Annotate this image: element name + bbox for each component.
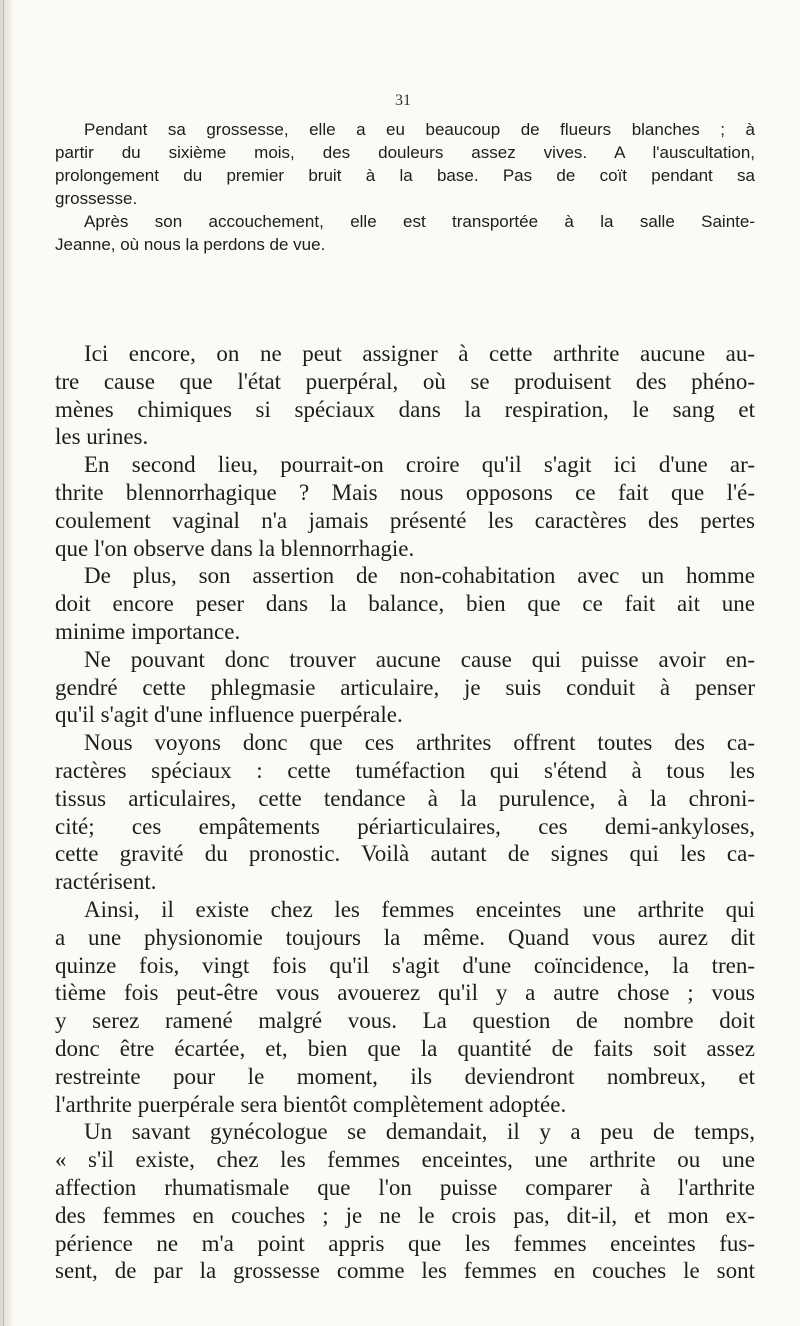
text-line: affection rhumatismale que l'on puisse comparer à l'arthrite	[55, 1174, 755, 1200]
text-line: mènes chimiques si spéciaux dans la respiration, le sang et	[55, 396, 755, 422]
text-line: qu'il s'agit d'une influence puerpérale.	[55, 702, 403, 728]
text-line: tissus articulaires, cette tendance à la purulence, à la chroni-	[55, 785, 755, 811]
text-line: De plus, son assertion de non-cohabitation avec un homme	[84, 563, 755, 589]
text-line: sent, de par la grossesse comme les femmes en couches le sont	[55, 1258, 755, 1284]
text-line: Pendant sa grossesse, elle a eu beaucoup de flueurs blanches ; à	[84, 120, 755, 139]
text-line: y serez ramené malgré vous. La question de nombre doit	[55, 1008, 755, 1034]
text-line: cité; ces empâtements périarticulaires, ces demi-ankyloses,	[55, 813, 755, 839]
text-line: que l'on observe dans la blennorrhagie.	[55, 535, 415, 561]
text-line: Après son accouchement, elle est transportée à la salle Sainte-	[84, 212, 755, 231]
text-line: Jeanne, où nous la perdons de vue.	[55, 235, 326, 254]
text-line: périence ne m'a point appris que les femmes enceintes fus-	[55, 1230, 755, 1256]
text-line: Ainsi, il existe chez les femmes enceintes une arthrite qui	[84, 896, 755, 922]
text-line: thrite blennorrhagique ? Mais nous opposons ce fait que l'é-	[55, 479, 755, 505]
text-line: Ici encore, on ne peut assigner à cette arthrite aucune au-	[84, 341, 755, 366]
text-line: prolongement du premier bruit à la base. Pas de coït pendant sa	[55, 166, 755, 185]
text-line: a une physionomie toujours la même. Quand vous aurez dit	[55, 924, 755, 950]
text-line: partir du sixième mois, des douleurs assez vives. A l'auscultation,	[55, 143, 755, 162]
text-line: gendré cette phlegmasie articulaire, je suis conduit à penser	[55, 674, 755, 700]
text-line: restreinte pour le moment, ils deviendront nombreux, et	[55, 1063, 755, 1089]
case-report-block	[55, 118, 755, 256]
text-line: coulement vaginal n'a jamais présenté les caractères des pertes	[55, 507, 755, 533]
discussion-block	[55, 340, 755, 1285]
text-line: ractérisent.	[55, 869, 157, 895]
text-line: En second lieu, pourrait-on croire qu'il s'agit ici d'une ar-	[84, 452, 755, 478]
text-line: doit encore peser dans la balance, bien que ce fait ait une	[55, 591, 755, 617]
text-line: des femmes en couches ; je ne le crois pas, dit-il, et mon ex-	[55, 1202, 755, 1228]
text-line: ractères spéciaux : cette tuméfaction qui s'étend à tous les	[55, 757, 755, 783]
text-line: minime importance.	[55, 618, 241, 644]
text-line: Un savant gynécologue se demandait, il y a peu de temps,	[84, 1119, 755, 1145]
text-line: quinze fois, vingt fois qu'il s'agit d'une coïncidence, la tren-	[55, 952, 755, 978]
text-line: donc être écartée, et, bien que la quantité de faits soit assez	[55, 1035, 755, 1061]
text-line: Nous voyons donc que ces arthrites offrent toutes des ca-	[84, 730, 755, 756]
page-number: 31	[395, 92, 411, 109]
text-line: « s'il existe, chez les femmes enceintes, une arthrite ou une	[55, 1147, 755, 1173]
text-line: tre cause que l'état puerpéral, où se produisent des phéno-	[55, 368, 755, 394]
text-line: les urines.	[55, 424, 149, 450]
text-line: tième fois peut-être vous avouerez qu'il y a autre chose ; vous	[55, 980, 755, 1006]
text-line: Ne pouvant donc trouver aucune cause qui puisse avoir en-	[84, 646, 755, 672]
text-line: grossesse.	[55, 189, 138, 208]
page-binding-line	[3, 0, 4, 1326]
text-line: cette gravité du pronostic. Voilà autant de signes qui les ca-	[55, 841, 755, 867]
text-line: l'arthrite puerpérale sera bientôt complètement adoptée.	[55, 1091, 567, 1117]
